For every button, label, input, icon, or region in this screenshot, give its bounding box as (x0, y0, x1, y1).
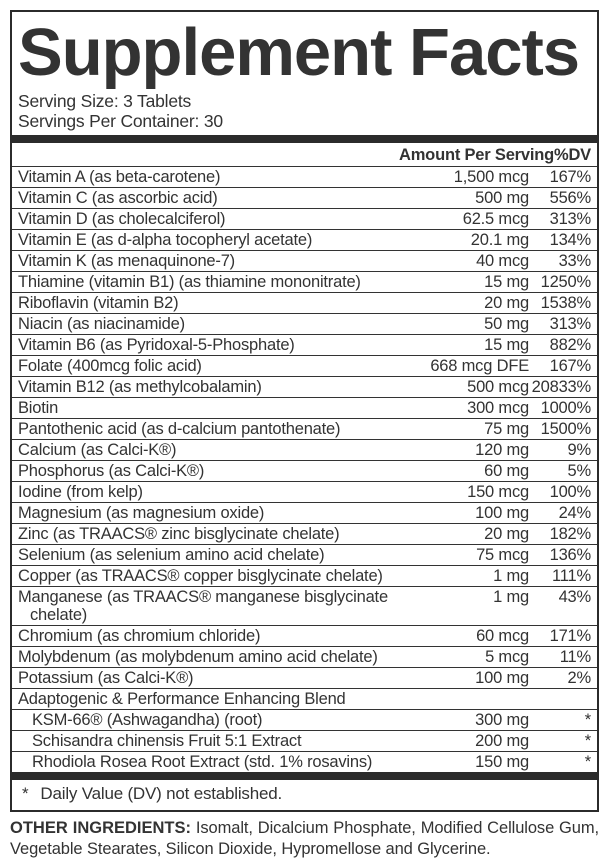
nutrient-dv: 5% (567, 462, 591, 480)
nutrient-dv: 100% (549, 483, 591, 501)
table-row (12, 187, 597, 208)
table-row (12, 751, 597, 772)
table-row (12, 688, 597, 709)
nutrient-dv: 556% (549, 189, 591, 207)
nutrient-amount: 1,500 mcg (453, 168, 529, 186)
nutrient-name: Vitamin B12 (as methylcobalamin) (18, 378, 262, 396)
table-row (12, 208, 597, 229)
nutrient-name: KSM-66® (Ashwagandha) (root) (32, 711, 263, 729)
table-row (12, 271, 597, 292)
nutrient-dv: 111% (552, 567, 591, 585)
nutrient-amount: 100 mg (475, 669, 529, 687)
nutrient-amount: 15 mg (484, 336, 529, 354)
nutrient-name: Molybdenum (as molybdenum amino acid chelate) (18, 648, 378, 666)
nutrient-name: Manganese (as TRAACS® manganese bisglycinate chelate) (18, 588, 388, 624)
table-row (12, 646, 597, 667)
table-row (12, 523, 597, 544)
nutrient-amount: 150 mg (475, 753, 529, 771)
nutrient-amount: 20.1 mg (470, 231, 529, 249)
table-row (12, 313, 597, 334)
nutrient-amount: 5 mcg (485, 648, 529, 666)
other-ingredients (10, 818, 599, 860)
table-row (12, 229, 597, 250)
table-row (12, 667, 597, 688)
nutrient-amount: 75 mcg (476, 546, 529, 564)
nutrient-amount: 300 mcg (467, 399, 529, 417)
table-row (12, 481, 597, 502)
divider-bar-top (12, 135, 597, 143)
nutrient-amount: 150 mcg (467, 483, 529, 501)
table-row (12, 502, 597, 523)
nutrient-name: Biotin (18, 399, 59, 417)
nutrient-dv: 1250% (540, 273, 591, 291)
nutrient-dv: 1538% (540, 294, 591, 312)
divider-bar-bottom (12, 772, 597, 780)
nutrient-name: Phosphorus (as Calci-K®) (18, 462, 205, 480)
table-row (12, 292, 597, 313)
table-row (12, 586, 597, 625)
nutrient-amount: 200 mg (475, 732, 529, 750)
nutrient-amount: 20 mg (484, 294, 529, 312)
nutrient-dv: 20833% (531, 378, 591, 396)
nutrient-amount: 120 mg (475, 441, 529, 459)
nutrient-amount: 100 mg (475, 504, 529, 522)
nutrient-amount: 62.5 mcg (462, 210, 529, 228)
serving-size: Serving Size: 3 Tablets (18, 91, 192, 111)
nutrient-dv: 24% (558, 504, 591, 522)
nutrient-name: Vitamin A (as beta-carotene) (18, 168, 221, 186)
nutrient-amount: 15 mg (484, 273, 529, 291)
nutrient-amount: 668 mcg DFE (430, 357, 529, 375)
nutrient-name: Vitamin D (as cholecalciferol) (18, 210, 226, 228)
nutrient-amount: 75 mg (484, 420, 529, 438)
nutrient-name: Folate (400mcg folic acid) (18, 357, 202, 375)
nutrient-dv: 313% (549, 210, 591, 228)
nutrient-name: Pantothenic acid (as d-calcium pantothenate) (18, 420, 341, 438)
other-ingredients-text: Isomalt, Dicalcium Phosphate, Modified Cellulose Gum, Vegetable Stearates, Silicon Dioxide, Hypromellose and Glycerine. (10, 819, 599, 858)
table-row (12, 397, 597, 418)
nutrient-dv: 9% (567, 441, 591, 459)
nutrient-dv: 33% (558, 252, 591, 270)
nutrient-dv: * (584, 732, 591, 750)
nutrient-dv: 171% (549, 627, 591, 645)
dv-column-header: %DV (554, 146, 591, 164)
nutrient-name: Riboflavin (vitamin B2) (18, 294, 179, 312)
facts-table-body (12, 166, 597, 772)
nutrient-name: Vitamin B6 (as Pyridoxal-5-Phosphate) (18, 336, 295, 354)
nutrient-name: Calcium (as Calci-K®) (18, 441, 177, 459)
table-row (12, 730, 597, 751)
nutrient-amount: 300 mg (475, 711, 529, 729)
nutrient-amount: 500 mg (475, 189, 529, 207)
footnote-text: Daily Value (DV) not established. (40, 784, 283, 803)
nutrient-name: Zinc (as TRAACS® zinc bisglycinate chelate) (18, 525, 340, 543)
table-row (12, 418, 597, 439)
nutrient-dv: 136% (549, 546, 591, 564)
nutrient-name: Vitamin K (as menaquinone-7) (18, 252, 235, 270)
table-row (12, 439, 597, 460)
nutrient-name: Niacin (as niacinamide) (18, 315, 185, 333)
nutrient-amount: 40 mcg (476, 252, 529, 270)
nutrient-amount: 500 mcg (467, 378, 529, 396)
table-row (12, 709, 597, 730)
amount-column-header: Amount Per Serving (399, 146, 555, 164)
nutrient-dv: 43% (558, 588, 591, 606)
nutrient-name: Adaptogenic & Performance Enhancing Blend (18, 690, 346, 708)
table-row (12, 334, 597, 355)
nutrient-dv: 167% (549, 168, 591, 186)
nutrient-dv: 2% (567, 669, 591, 687)
nutrient-amount: 1 mg (493, 567, 529, 585)
nutrient-amount: 50 mg (484, 315, 529, 333)
nutrient-name: Vitamin C (as ascorbic acid) (18, 189, 218, 207)
nutrient-dv: 167% (549, 357, 591, 375)
table-row (12, 544, 597, 565)
nutrient-name: Iodine (from kelp) (18, 483, 143, 501)
table-row (12, 355, 597, 376)
label-title: Supplement Facts (18, 15, 580, 90)
nutrient-dv: 882% (549, 336, 591, 354)
table-row (12, 625, 597, 646)
nutrient-dv: 134% (549, 231, 591, 249)
footnote (12, 780, 597, 810)
nutrient-amount: 20 mg (484, 525, 529, 543)
nutrient-name: Chromium (as chromium chloride) (18, 627, 261, 645)
nutrient-dv: 1500% (540, 420, 591, 438)
nutrient-dv: 182% (549, 525, 591, 543)
servings-per-container: Servings Per Container: 30 (18, 111, 223, 131)
table-row (12, 565, 597, 586)
nutrient-name: Vitamin E (as d-alpha tocopheryl acetate) (18, 231, 313, 249)
nutrient-amount: 1 mg (493, 588, 529, 606)
nutrient-name: Selenium (as selenium amino acid chelate) (18, 546, 325, 564)
nutrient-name: Copper (as TRAACS® copper bisglycinate chelate) (18, 567, 383, 585)
other-ingredients-label: OTHER INGREDIENTS: (10, 819, 192, 837)
supplement-facts-panel (10, 10, 599, 812)
table-row (12, 250, 597, 271)
nutrient-dv: 11% (559, 648, 591, 666)
nutrient-dv: 313% (549, 315, 591, 333)
footnote-asterisk: * (22, 784, 29, 803)
nutrient-dv: 1000% (540, 399, 591, 417)
table-row (12, 460, 597, 481)
table-row (12, 376, 597, 397)
nutrient-name: Rhodiola Rosea Root Extract (std. 1% rosavins) (32, 753, 373, 771)
nutrient-name: Schisandra chinensis Fruit 5:1 Extract (32, 732, 302, 750)
nutrient-dv: * (584, 711, 591, 729)
nutrient-name: Thiamine (vitamin B1) (as thiamine mononitrate) (18, 273, 361, 291)
nutrient-amount: 60 mg (484, 462, 529, 480)
nutrient-name: Potassium (as Calci-K®) (18, 669, 194, 687)
nutrient-amount: 60 mcg (476, 627, 529, 645)
nutrient-dv: * (584, 753, 591, 771)
nutrient-name: Magnesium (as magnesium oxide) (18, 504, 265, 522)
table-header-row (12, 143, 597, 166)
table-row (12, 166, 597, 187)
